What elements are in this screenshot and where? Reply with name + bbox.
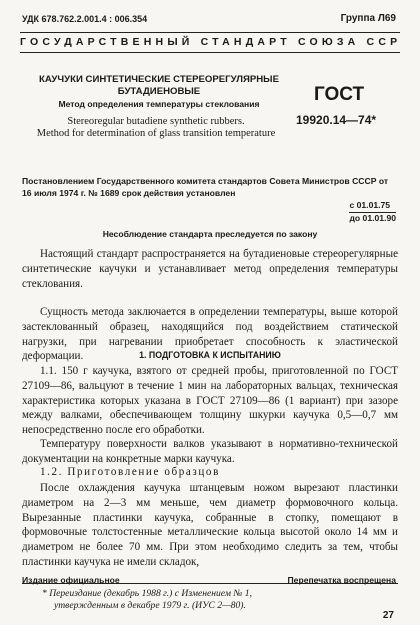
page-number: 27 <box>382 610 394 621</box>
valid-to: до 01.01.90 <box>349 212 396 223</box>
noncompliance-notice: Несоблюдение стандарта преследуется по закону <box>102 229 318 239</box>
reprint-prohibited: Перепечатка воспрещена <box>287 575 396 585</box>
title-english-line2: Method for determination of glass transition temperature <box>36 127 276 139</box>
clause-1-2-text: После охлаждения каучука штанцевым ножом вырезают пластинки диаметром на 2—3 мм меньше, чем диаметр формовочного кольца. Вырезанные пластинки каучука, собранные в стопку, помещают в формовочные толстостенные металлические кольца высотой около 14 мм и диаметром не более 70 мм. При этом необходимо следить за тем, чтобы пластинки каучука не имели складок, <box>22 482 398 568</box>
state-standard-band: ГОСУДАРСТВЕННЫЙ СТАНДАРТ СОЮЗА ССР <box>20 36 402 48</box>
official-edition: Издание официальное <box>22 575 120 585</box>
footer-rule <box>22 583 398 584</box>
section-heading: 1. ПОДГОТОВКА К ИСПЫТАНИЮ <box>139 350 281 360</box>
roll-temperature-paragraph: Температуру поверхности валков указывают в нормативно-технической документации на конкретные марки каучука. <box>22 438 398 465</box>
validity-dates <box>349 200 396 223</box>
title-english <box>24 116 288 139</box>
essence-paragraph: Сущность метода заключается в определении температуры, выше которой застеклованный образец, находящийся под воздействием статической нагрузки, при нагревании приобретает способность к эластической деформации. <box>22 306 398 363</box>
valid-from: с 01.01.75 <box>349 200 396 213</box>
title-russian: КАУЧУКИ СИНТЕТИЧЕСКИЕ СТЕРЕОРЕГУЛЯРНЫЕ БУТАДИЕНОВЫЕ <box>39 74 279 97</box>
gost-number: 19920.14—74* <box>296 113 377 127</box>
clause-1-2-heading: 1.2. Приготовление образцов <box>40 466 220 478</box>
band-rule-top <box>20 32 400 33</box>
footnote-line1: * Переиздание (декабрь 1988 г.) с Изменением № 1, <box>42 588 252 599</box>
scope-paragraph: Настоящий стандарт распространяется на бутадиеновые стереорегулярные синтетические каучуки и устанавливает метод определения температуры стеклования. <box>22 248 398 290</box>
title-english-line1: Stereoregular butadiene synthetic rubbers. <box>67 116 245 127</box>
band-rule-bottom <box>20 52 400 53</box>
decree-text: Постановлением Государственного комитета стандартов Совета Министров СССР от 16 июля 1974 г. № 1689 срок действия установлен <box>22 176 389 198</box>
footnote <box>42 588 362 612</box>
footnote-line2: утвержденным в декабре 1979 г. (ИУС 2—80). <box>54 600 246 611</box>
gost-label: ГОСТ <box>314 84 365 105</box>
udc-code: УДК 678.762.2.001.4 : 006.354 <box>22 14 148 24</box>
clause-1-1: 1.1. 150 г каучука, взятого от средней пробы, приготовленной по ГОСТ 27109—86, вальцуют в течение 1 мин на лабораторных вальцах, техническая характеристика которых указана в ГОСТ 27109—86 (1 вариант) при зазоре между валками, обеспечивающем толщину шкурки каучука 0,5—0,7 мм непосредственно после его обработки. <box>22 365 398 437</box>
title-method-russian: Метод определения температуры стеклования <box>58 99 260 109</box>
group-code: Группа Л69 <box>340 13 396 24</box>
